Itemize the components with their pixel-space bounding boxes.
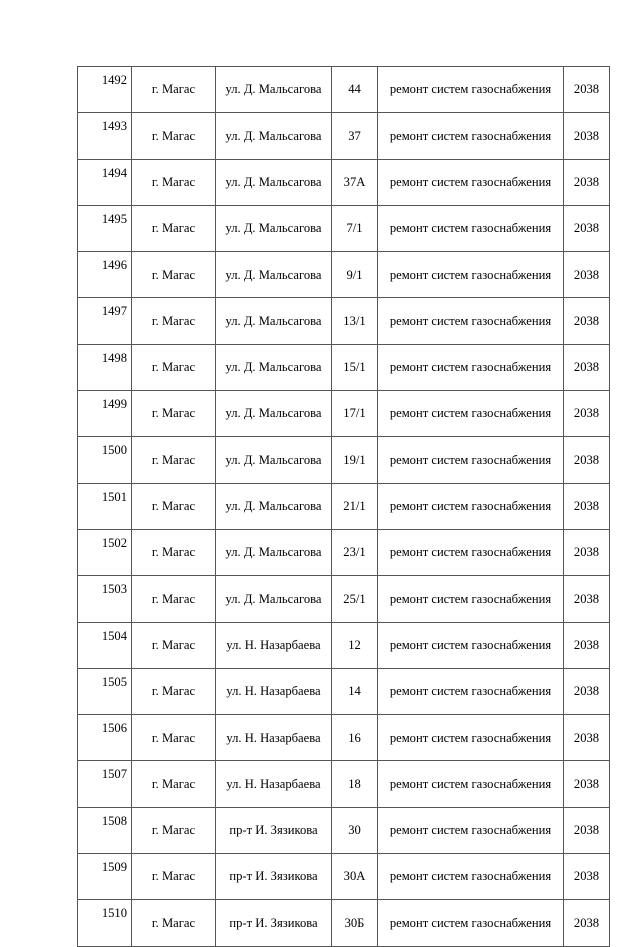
street-cell: ул. Д. Мальсагова xyxy=(216,529,332,575)
street-cell: ул. Д. Мальсагова xyxy=(216,483,332,529)
house-number-cell: 21/1 xyxy=(332,483,378,529)
year-cell: 2038 xyxy=(564,900,610,946)
work-type-cell: ремонт систем газоснабжения xyxy=(378,529,564,575)
house-number-cell: 19/1 xyxy=(332,437,378,483)
city-cell: г. Магас xyxy=(132,252,216,298)
work-type-cell: ремонт систем газоснабжения xyxy=(378,437,564,483)
table-row xyxy=(78,344,610,390)
street-cell: ул. Д. Мальсагова xyxy=(216,205,332,251)
work-type-cell: ремонт систем газоснабжения xyxy=(378,900,564,946)
house-number-cell: 16 xyxy=(332,715,378,761)
row-number-cell: 1506 xyxy=(78,715,132,761)
house-number-cell: 13/1 xyxy=(332,298,378,344)
table-row xyxy=(78,529,610,575)
year-cell: 2038 xyxy=(564,252,610,298)
year-cell: 2038 xyxy=(564,159,610,205)
row-number-cell: 1499 xyxy=(78,391,132,437)
street-cell: пр-т И. Зязикова xyxy=(216,854,332,900)
street-cell: ул. Н. Назарбаева xyxy=(216,668,332,714)
city-cell: г. Магас xyxy=(132,483,216,529)
city-cell: г. Магас xyxy=(132,205,216,251)
street-cell: ул. Д. Мальсагова xyxy=(216,576,332,622)
year-cell: 2038 xyxy=(564,391,610,437)
street-cell: ул. Д. Мальсагова xyxy=(216,344,332,390)
row-number-cell: 1504 xyxy=(78,622,132,668)
row-number-cell: 1502 xyxy=(78,529,132,575)
work-type-cell: ремонт систем газоснабжения xyxy=(378,159,564,205)
city-cell: г. Магас xyxy=(132,437,216,483)
street-cell: ул. Д. Мальсагова xyxy=(216,67,332,113)
row-number-cell: 1500 xyxy=(78,437,132,483)
work-type-cell: ремонт систем газоснабжения xyxy=(378,298,564,344)
city-cell: г. Магас xyxy=(132,159,216,205)
table-row xyxy=(78,159,610,205)
work-type-cell: ремонт систем газоснабжения xyxy=(378,622,564,668)
table-row xyxy=(78,622,610,668)
row-number-cell: 1508 xyxy=(78,807,132,853)
row-number-cell: 1498 xyxy=(78,344,132,390)
work-type-cell: ремонт систем газоснабжения xyxy=(378,205,564,251)
row-number-cell: 1495 xyxy=(78,205,132,251)
work-type-cell: ремонт систем газоснабжения xyxy=(378,854,564,900)
city-cell: г. Магас xyxy=(132,391,216,437)
table-row xyxy=(78,761,610,807)
work-type-cell: ремонт систем газоснабжения xyxy=(378,576,564,622)
city-cell: г. Магас xyxy=(132,67,216,113)
street-cell: ул. Д. Мальсагова xyxy=(216,159,332,205)
house-number-cell: 12 xyxy=(332,622,378,668)
city-cell: г. Магас xyxy=(132,900,216,946)
house-number-cell: 30 xyxy=(332,807,378,853)
table-row xyxy=(78,854,610,900)
table-row xyxy=(78,668,610,714)
work-type-cell: ремонт систем газоснабжения xyxy=(378,252,564,298)
city-cell: г. Магас xyxy=(132,344,216,390)
year-cell: 2038 xyxy=(564,576,610,622)
street-cell: пр-т И. Зязикова xyxy=(216,900,332,946)
house-number-cell: 30А xyxy=(332,854,378,900)
street-cell: ул. Д. Мальсагова xyxy=(216,252,332,298)
house-number-cell: 37 xyxy=(332,113,378,159)
work-type-cell: ремонт систем газоснабжения xyxy=(378,483,564,529)
year-cell: 2038 xyxy=(564,437,610,483)
city-cell: г. Магас xyxy=(132,576,216,622)
table-row xyxy=(78,807,610,853)
year-cell: 2038 xyxy=(564,807,610,853)
row-number-cell: 1496 xyxy=(78,252,132,298)
city-cell: г. Магас xyxy=(132,854,216,900)
house-number-cell: 14 xyxy=(332,668,378,714)
house-number-cell: 18 xyxy=(332,761,378,807)
street-cell: ул. Д. Мальсагова xyxy=(216,391,332,437)
table-row xyxy=(78,391,610,437)
street-cell: ул. Д. Мальсагова xyxy=(216,113,332,159)
table-row xyxy=(78,715,610,761)
registry-table-body xyxy=(78,67,610,947)
work-type-cell: ремонт систем газоснабжения xyxy=(378,807,564,853)
street-cell: ул. Д. Мальсагова xyxy=(216,298,332,344)
work-type-cell: ремонт систем газоснабжения xyxy=(378,391,564,437)
house-number-cell: 44 xyxy=(332,67,378,113)
table-row xyxy=(78,67,610,113)
row-number-cell: 1492 xyxy=(78,67,132,113)
row-number-cell: 1505 xyxy=(78,668,132,714)
year-cell: 2038 xyxy=(564,529,610,575)
street-cell: пр-т И. Зязикова xyxy=(216,807,332,853)
registry-table xyxy=(77,66,610,947)
row-number-cell: 1507 xyxy=(78,761,132,807)
work-type-cell: ремонт систем газоснабжения xyxy=(378,344,564,390)
row-number-cell: 1510 xyxy=(78,900,132,946)
table-row xyxy=(78,483,610,529)
row-number-cell: 1503 xyxy=(78,576,132,622)
work-type-cell: ремонт систем газоснабжения xyxy=(378,715,564,761)
year-cell: 2038 xyxy=(564,715,610,761)
year-cell: 2038 xyxy=(564,205,610,251)
city-cell: г. Магас xyxy=(132,668,216,714)
work-type-cell: ремонт систем газоснабжения xyxy=(378,67,564,113)
row-number-cell: 1509 xyxy=(78,854,132,900)
house-number-cell: 17/1 xyxy=(332,391,378,437)
house-number-cell: 9/1 xyxy=(332,252,378,298)
city-cell: г. Магас xyxy=(132,761,216,807)
street-cell: ул. Д. Мальсагова xyxy=(216,437,332,483)
year-cell: 2038 xyxy=(564,344,610,390)
city-cell: г. Магас xyxy=(132,298,216,344)
row-number-cell: 1497 xyxy=(78,298,132,344)
work-type-cell: ремонт систем газоснабжения xyxy=(378,113,564,159)
year-cell: 2038 xyxy=(564,113,610,159)
table-row xyxy=(78,252,610,298)
table-row xyxy=(78,437,610,483)
year-cell: 2038 xyxy=(564,67,610,113)
city-cell: г. Магас xyxy=(132,715,216,761)
work-type-cell: ремонт систем газоснабжения xyxy=(378,761,564,807)
year-cell: 2038 xyxy=(564,298,610,344)
street-cell: ул. Н. Назарбаева xyxy=(216,622,332,668)
table-row xyxy=(78,205,610,251)
year-cell: 2038 xyxy=(564,668,610,714)
city-cell: г. Магас xyxy=(132,807,216,853)
street-cell: ул. Н. Назарбаева xyxy=(216,761,332,807)
house-number-cell: 15/1 xyxy=(332,344,378,390)
year-cell: 2038 xyxy=(564,761,610,807)
table-row xyxy=(78,113,610,159)
table-row xyxy=(78,900,610,946)
house-number-cell: 23/1 xyxy=(332,529,378,575)
row-number-cell: 1494 xyxy=(78,159,132,205)
table-row xyxy=(78,298,610,344)
city-cell: г. Магас xyxy=(132,529,216,575)
row-number-cell: 1501 xyxy=(78,483,132,529)
city-cell: г. Магас xyxy=(132,622,216,668)
house-number-cell: 30Б xyxy=(332,900,378,946)
street-cell: ул. Н. Назарбаева xyxy=(216,715,332,761)
year-cell: 2038 xyxy=(564,622,610,668)
year-cell: 2038 xyxy=(564,483,610,529)
house-number-cell: 37А xyxy=(332,159,378,205)
row-number-cell: 1493 xyxy=(78,113,132,159)
city-cell: г. Магас xyxy=(132,113,216,159)
table-row xyxy=(78,576,610,622)
year-cell: 2038 xyxy=(564,854,610,900)
work-type-cell: ремонт систем газоснабжения xyxy=(378,668,564,714)
house-number-cell: 7/1 xyxy=(332,205,378,251)
house-number-cell: 25/1 xyxy=(332,576,378,622)
